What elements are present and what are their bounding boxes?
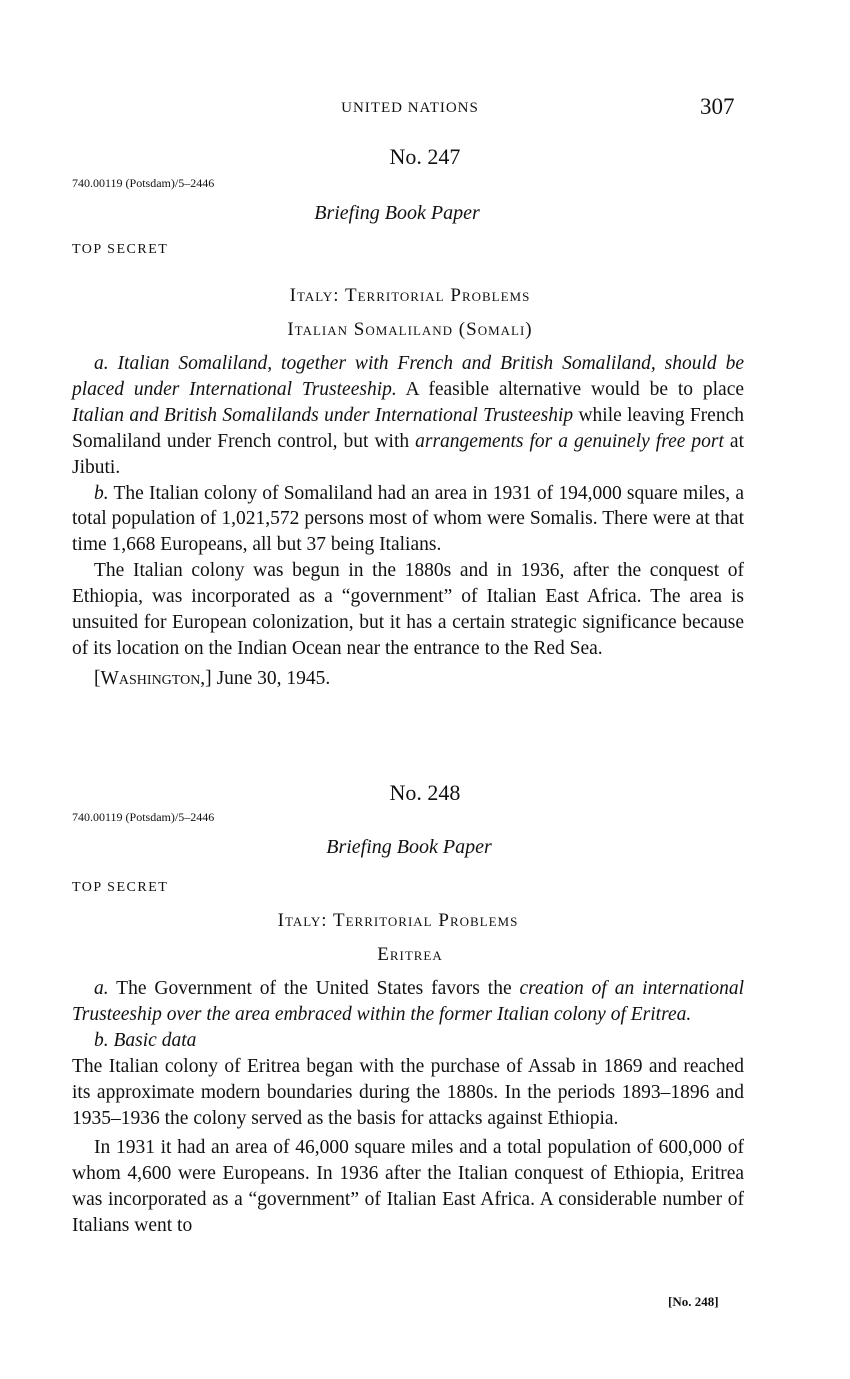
- running-title: UNITED NATIONS: [341, 100, 479, 116]
- paragraph-a: [72, 976, 744, 1028]
- document-body-247: [72, 351, 744, 692]
- classification-label: TOP SECRET: [72, 242, 169, 257]
- emphasis-text: arrangements for a genuinely free port: [415, 430, 724, 452]
- paragraph-label: b. Basic data: [94, 1029, 197, 1051]
- document-subtitle: Briefing Book Paper: [314, 202, 480, 224]
- paragraph-c: The Italian colony was begun in the 1880s and in 1936, after the conquest of Ethiopia, was incorporated as a “government” of Italian East Africa. The area is unsuited for European colonization, but it has a certain strategic significance because of its location on the Indian Ocean near the entrance to the Red Sea.: [72, 560, 744, 659]
- paragraph-c: The Italian colony of Eritrea began with the purchase of Assab in 1869 and reached its approximate modern boundaries during the 1880s. In the periods 1893–1896 and 1935–1936 the colony served as the basis for attacks against Ethiopia.: [72, 1055, 744, 1129]
- recommendation-text: creation of an international Trusteeship over the area embraced within the former Italian colony of Eritrea.: [72, 978, 744, 1025]
- paragraph-b: [72, 481, 744, 559]
- section-heading: Italy: Territorial Problems: [277, 910, 519, 931]
- paragraph-b-label: [72, 1028, 744, 1054]
- document-subtitle: Briefing Book Paper: [326, 836, 492, 858]
- page-number: 307: [700, 94, 735, 119]
- file-reference: 740.00119 (Potsdam)/5–2446: [72, 176, 215, 190]
- paragraph-d: In 1931 it had an area of 46,000 square miles and a total population of 600,000 of whom 4,600 were Europeans. In 1936 after the Italian conquest of Ethiopia, Eritrea was incorporated as a “government” of Italian East Africa. A considerable number of Italians went to: [72, 1137, 744, 1237]
- continuation-reference: [No. 248]: [668, 1294, 719, 1309]
- body-text: A feasible alternative would be to place: [396, 378, 745, 400]
- dateline: [72, 666, 744, 692]
- section-subheading: Italian Somaliland (Somali): [287, 319, 533, 340]
- document-body-248: [72, 976, 744, 1239]
- paragraph-label: a.: [94, 978, 109, 999]
- file-reference: 740.00119 (Potsdam)/5–2446: [72, 810, 215, 824]
- dateline-place: [Washington,]: [94, 667, 212, 689]
- body-text: while leaving French Somaliland under French control, but with: [72, 404, 744, 452]
- body-text: The Government of the United States favors the: [108, 978, 520, 999]
- body-text: at Jibuti.: [72, 430, 744, 478]
- document-number: No. 248: [389, 780, 461, 805]
- paragraph-label: a.: [94, 353, 109, 374]
- section-subheading: Eritrea: [377, 944, 443, 965]
- paragraph-a: [72, 351, 744, 481]
- recommendation-text: Italian Somaliland, together with French and British Somaliland, should be placed under International Trusteeship.: [72, 353, 744, 400]
- section-heading: Italy: Territorial Problems: [289, 285, 531, 306]
- classification-label: TOP SECRET: [72, 880, 169, 895]
- emphasis-text: Italian and British Somalilands under International Trusteeship: [72, 404, 574, 426]
- paragraph-label: b.: [94, 482, 109, 504]
- dateline-date: June 30, 1945.: [211, 667, 331, 689]
- body-text: The Italian colony of Somaliland had an area in 1931 of 194,000 square miles, a total population of 1,021,572 persons most of whom were Somalis. There were at that time 1,668 Europeans, all but 37 being Italians.: [72, 482, 744, 556]
- document-number: No. 247: [389, 144, 461, 169]
